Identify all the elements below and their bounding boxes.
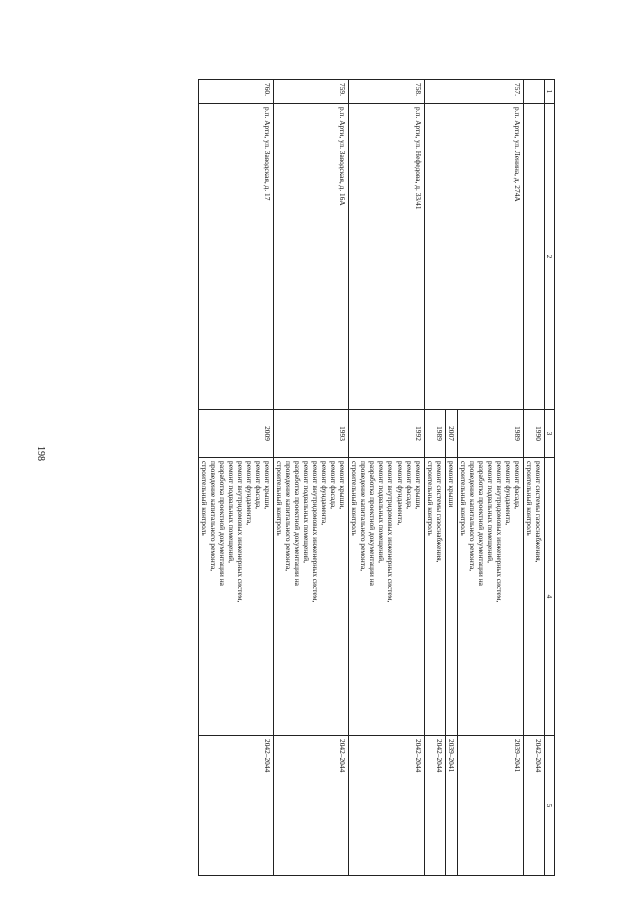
year-cell: 2007	[445, 410, 457, 458]
work-item: ремонт фундамента,	[503, 461, 513, 526]
work-item: ремонт системы газоснабжения,	[533, 461, 543, 563]
work-item: проведение капитального ремонта,	[284, 461, 294, 572]
year-cell: 1990	[523, 410, 544, 458]
work-item: проведение капитального ремонта,	[467, 461, 477, 572]
row-number: 760.	[198, 80, 273, 104]
works-cell	[274, 458, 349, 736]
work-item: разработка проектной документации на	[476, 461, 486, 586]
column-number-2: 2	[544, 104, 554, 410]
period-cell: 2042–2044	[274, 736, 349, 876]
column-number-5: 5	[544, 736, 554, 876]
work-item: строительный контроль	[524, 461, 534, 536]
work-item: ремонт подвальных помещений,	[302, 461, 312, 563]
row-number: 757.	[424, 80, 523, 104]
works-cell	[445, 458, 457, 736]
column-number-row	[544, 80, 554, 876]
column-number-4: 4	[544, 458, 554, 736]
address-cell: р.п. Арти, ул. Ленина, д. 274А	[424, 104, 523, 410]
page-number-text: 198	[34, 445, 46, 461]
works-cell	[523, 458, 544, 736]
period-cell: 2042–2044	[523, 736, 544, 876]
work-item: строительный контроль	[199, 461, 209, 536]
works-cell	[349, 458, 424, 736]
work-item: ремонт крыши,	[338, 461, 348, 510]
work-item: ремонт внутридомовых инженерных систем,	[311, 461, 321, 603]
work-item: ремонт подвальных помещений,	[485, 461, 495, 563]
work-item: ремонт фасада,	[254, 461, 264, 509]
work-item: строительный контроль	[425, 461, 435, 536]
address-cell: р.п. Арти, ул. Нефедова, д. 33/41	[349, 104, 424, 410]
work-item: ремонт подвальных помещений,	[377, 461, 387, 563]
work-item: ремонт фасада,	[512, 461, 522, 509]
year-cell: 1989	[424, 410, 445, 458]
year-cell: 1989	[457, 410, 523, 458]
works-cell	[198, 458, 273, 736]
table-row	[274, 80, 349, 876]
work-item: ремонт фундамента,	[320, 461, 330, 526]
work-item: проведение капитального ремонта,	[208, 461, 218, 572]
period-cell: 2039–2041	[457, 736, 523, 876]
work-item: ремонт подвальных помещений,	[226, 461, 236, 563]
address-cell	[523, 104, 544, 410]
period-cell: 2042–2044	[424, 736, 445, 876]
work-item: строительный контроль	[350, 461, 360, 536]
work-item: разработка проектной документации на	[368, 461, 378, 586]
rotated-table-area	[85, 79, 555, 875]
year-cell: 1992	[349, 410, 424, 458]
period-cell: 2039–2041	[445, 736, 457, 876]
work-item: ремонт системы газоснабжения,	[434, 461, 444, 563]
table-row	[523, 80, 544, 876]
work-item: ремонт внутридомовых инженерных систем,	[386, 461, 396, 603]
work-item: ремонт внутридомовых инженерных систем,	[494, 461, 504, 603]
work-item: ремонт фасада,	[404, 461, 414, 509]
work-item: разработка проектной документации на	[217, 461, 227, 586]
table-row	[198, 80, 273, 876]
work-item: ремонт фундамента,	[395, 461, 405, 526]
work-item: строительный контроль	[458, 461, 468, 536]
year-cell: 1993	[274, 410, 349, 458]
row-number: 759.	[274, 80, 349, 104]
work-item: ремонт внутридомовых инженерных систем,	[236, 461, 245, 603]
works-cell	[424, 458, 445, 736]
table-row	[457, 80, 523, 876]
year-cell: 2009	[198, 410, 273, 458]
period-cell: 2042–2044	[349, 736, 424, 876]
row-number	[523, 80, 544, 104]
column-number-1: 1	[544, 80, 554, 104]
work-item: ремонт крыши,	[413, 461, 423, 510]
work-item: ремонт крыши	[446, 461, 456, 508]
work-item: строительный контроль	[275, 461, 285, 536]
address-cell: р.п. Арти, ул. Заводская, д. 16А	[274, 104, 349, 410]
works-cell	[457, 458, 523, 736]
address-cell: р.п. Арти, ул. Заводская, д. 17	[198, 104, 273, 410]
period-cell: 2042–2044	[198, 736, 273, 876]
row-number: 758.	[349, 80, 424, 104]
column-number-3: 3	[544, 410, 554, 458]
work-item: проведение капитального ремонта,	[359, 461, 369, 572]
table-row	[349, 80, 424, 876]
work-item: ремонт фундамента,	[245, 461, 255, 526]
work-item: ремонт крыши,	[263, 461, 273, 510]
work-item: ремонт фасада,	[329, 461, 339, 509]
repair-schedule-table	[198, 79, 555, 876]
work-item: разработка проектной документации на	[293, 461, 303, 586]
